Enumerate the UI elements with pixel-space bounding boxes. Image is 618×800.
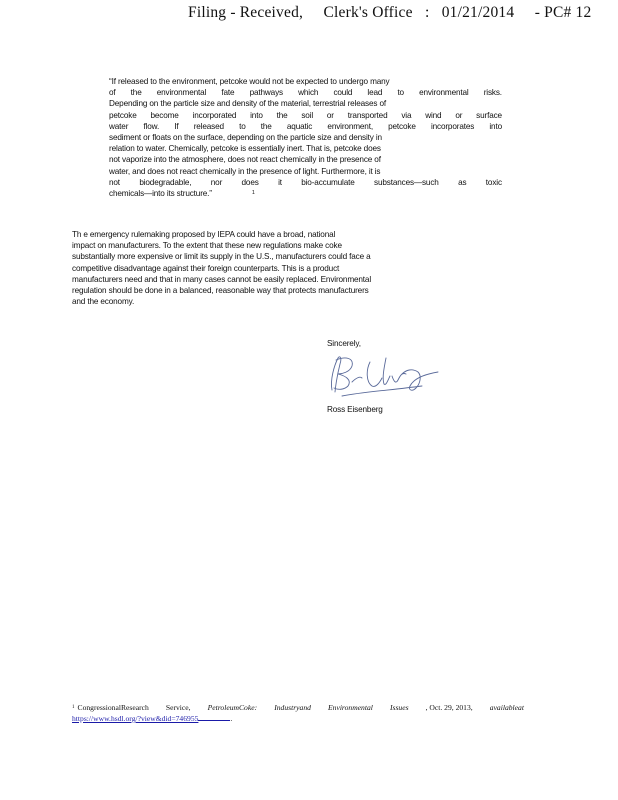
- quote-line-text: water, and does not react chemically in the presence of light. Furthermore, it is: [109, 166, 381, 176]
- quote-word: petcoke: [388, 121, 416, 131]
- quote-word: into: [250, 110, 263, 120]
- quote-word: the: [260, 121, 272, 131]
- footnote-title-b: Industryand: [274, 703, 311, 712]
- quote-word: flow.: [143, 121, 160, 131]
- quote-word: as: [458, 177, 467, 187]
- quote-word: petcoke: [109, 110, 137, 120]
- quote-word: to: [239, 121, 246, 131]
- footnote-title-c: Environmental: [328, 703, 373, 712]
- footnote-line-1: [72, 702, 524, 713]
- footnote-reference: 1: [251, 190, 255, 197]
- footnote-source: CongressionalResearch: [77, 703, 149, 712]
- quote-line: [109, 110, 502, 121]
- signature-image: [322, 352, 446, 400]
- header-separator: :: [424, 4, 430, 21]
- quote-word: or: [455, 110, 463, 120]
- quote-word: via: [401, 110, 412, 120]
- quote-word: environment,: [327, 121, 373, 131]
- quote-line-text: sediment or floats on the surface, depending on the particle size and density in: [109, 133, 382, 143]
- paragraph-line: competitive disadvantage against their foreign counterparts. This is a product: [72, 263, 340, 273]
- footnote-line-2: [72, 713, 524, 724]
- quote-word: risks.: [483, 88, 502, 98]
- paragraph-line: impact on manufacturers. To the extent that these new regulations make coke: [72, 241, 342, 251]
- footnote-available: availableat: [489, 703, 524, 712]
- filing-date: 01/21/2014: [441, 4, 515, 21]
- paragraph-line: substantially more expensive or limit its supply in the U.S., manufacturers could face a: [72, 252, 371, 262]
- quote-line-text: Depending on the particle size and density of the material, terrestrial releases of: [109, 99, 386, 109]
- footnote-url-link[interactable]: https://www.hsdl.org/?view&did=746955: [72, 714, 199, 723]
- quote-word: water: [109, 121, 129, 131]
- quote-word: into: [489, 121, 502, 131]
- footnote: [72, 702, 524, 724]
- quote-word: If: [174, 121, 179, 131]
- signer-name: Ross Eisenberg: [327, 405, 383, 414]
- filing-received-label: Filing - Received,: [188, 4, 304, 21]
- footnote-title-d: Issues: [389, 703, 409, 712]
- quote-line: [109, 98, 502, 109]
- quote-line: [109, 143, 502, 154]
- quote-word: does: [241, 177, 259, 187]
- block-quote: [109, 76, 502, 199]
- closing-salutation: Sincerely,: [327, 339, 361, 348]
- quote-word: substances—such: [374, 177, 439, 187]
- quote-word: become: [150, 110, 179, 120]
- footnote-url-underline: [198, 713, 233, 723]
- quote-line: [109, 154, 502, 165]
- quote-line: [109, 87, 502, 98]
- quote-word: bio-accumulate: [301, 177, 355, 187]
- quote-word: to: [397, 88, 404, 98]
- paragraph-line: Th e emergency rulemaking proposed by IEPA could have a broad, national: [72, 230, 336, 239]
- quote-line: [109, 188, 502, 199]
- quote-word: incorporated: [192, 110, 237, 120]
- clerks-office-label: Clerk's Office: [323, 4, 413, 21]
- quote-line-text: relation to water. Chemically, petcoke is essentially inert. That is, petcoke does: [109, 144, 381, 154]
- quote-word: environmental: [156, 88, 207, 98]
- quote-word: could: [333, 88, 353, 98]
- quote-word: pathways: [249, 88, 283, 98]
- quote-line-text: not vaporize into the atmosphere, does not react chemically in the presence of: [109, 155, 381, 165]
- quote-line: [109, 166, 502, 177]
- quote-word: lead: [367, 88, 383, 98]
- footnote-date: , Oct. 29, 2013,: [425, 703, 473, 712]
- quote-word: incorporates: [430, 121, 475, 131]
- quote-word: toxic: [485, 177, 502, 187]
- quote-line: [109, 177, 502, 188]
- paragraph-line: manufacturers need and that in many cases cannot be easily replaced. Environmental: [72, 274, 372, 284]
- quote-word: fate: [221, 88, 235, 98]
- quote-line: [109, 132, 502, 143]
- quote-line-text: chemicals—into its structure.”: [109, 189, 212, 199]
- quote-word: biodegradable,: [139, 177, 192, 187]
- footnote-number: 1: [72, 705, 75, 710]
- paragraph-line: and the economy.: [72, 297, 135, 307]
- paragraph-line: regulation should be done in a balanced, reasonable way that protects manufacturers: [72, 286, 369, 296]
- quote-word: surface: [476, 110, 502, 120]
- quote-word: the: [130, 88, 142, 98]
- pc-number: - PC# 12: [534, 4, 592, 21]
- footnote-end: .: [230, 714, 233, 723]
- quote-word: wind: [425, 110, 442, 120]
- quote-word: the: [276, 110, 288, 120]
- body-paragraph: [72, 229, 372, 307]
- quote-word: it: [278, 177, 282, 187]
- quote-word: aquatic: [286, 121, 313, 131]
- footnote-title-a: PetroleumCoke:: [207, 703, 258, 712]
- quote-word: released: [193, 121, 224, 131]
- quote-line: [109, 76, 502, 87]
- quote-word: of: [109, 88, 116, 98]
- quote-word: soil: [301, 110, 314, 120]
- quote-word: environmental: [419, 88, 469, 98]
- quote-word: or: [326, 110, 334, 120]
- footnote-service: Service,: [165, 703, 191, 712]
- quote-word: not: [109, 177, 120, 187]
- quote-word: transported: [347, 110, 388, 120]
- quote-line-text: “If released to the environment, petcoke would not be expected to undergo many: [109, 77, 390, 86]
- quote-word: which: [298, 88, 319, 98]
- quote-line: [109, 121, 502, 132]
- filing-stamp-header: [188, 4, 592, 22]
- quote-word: nor: [210, 177, 223, 187]
